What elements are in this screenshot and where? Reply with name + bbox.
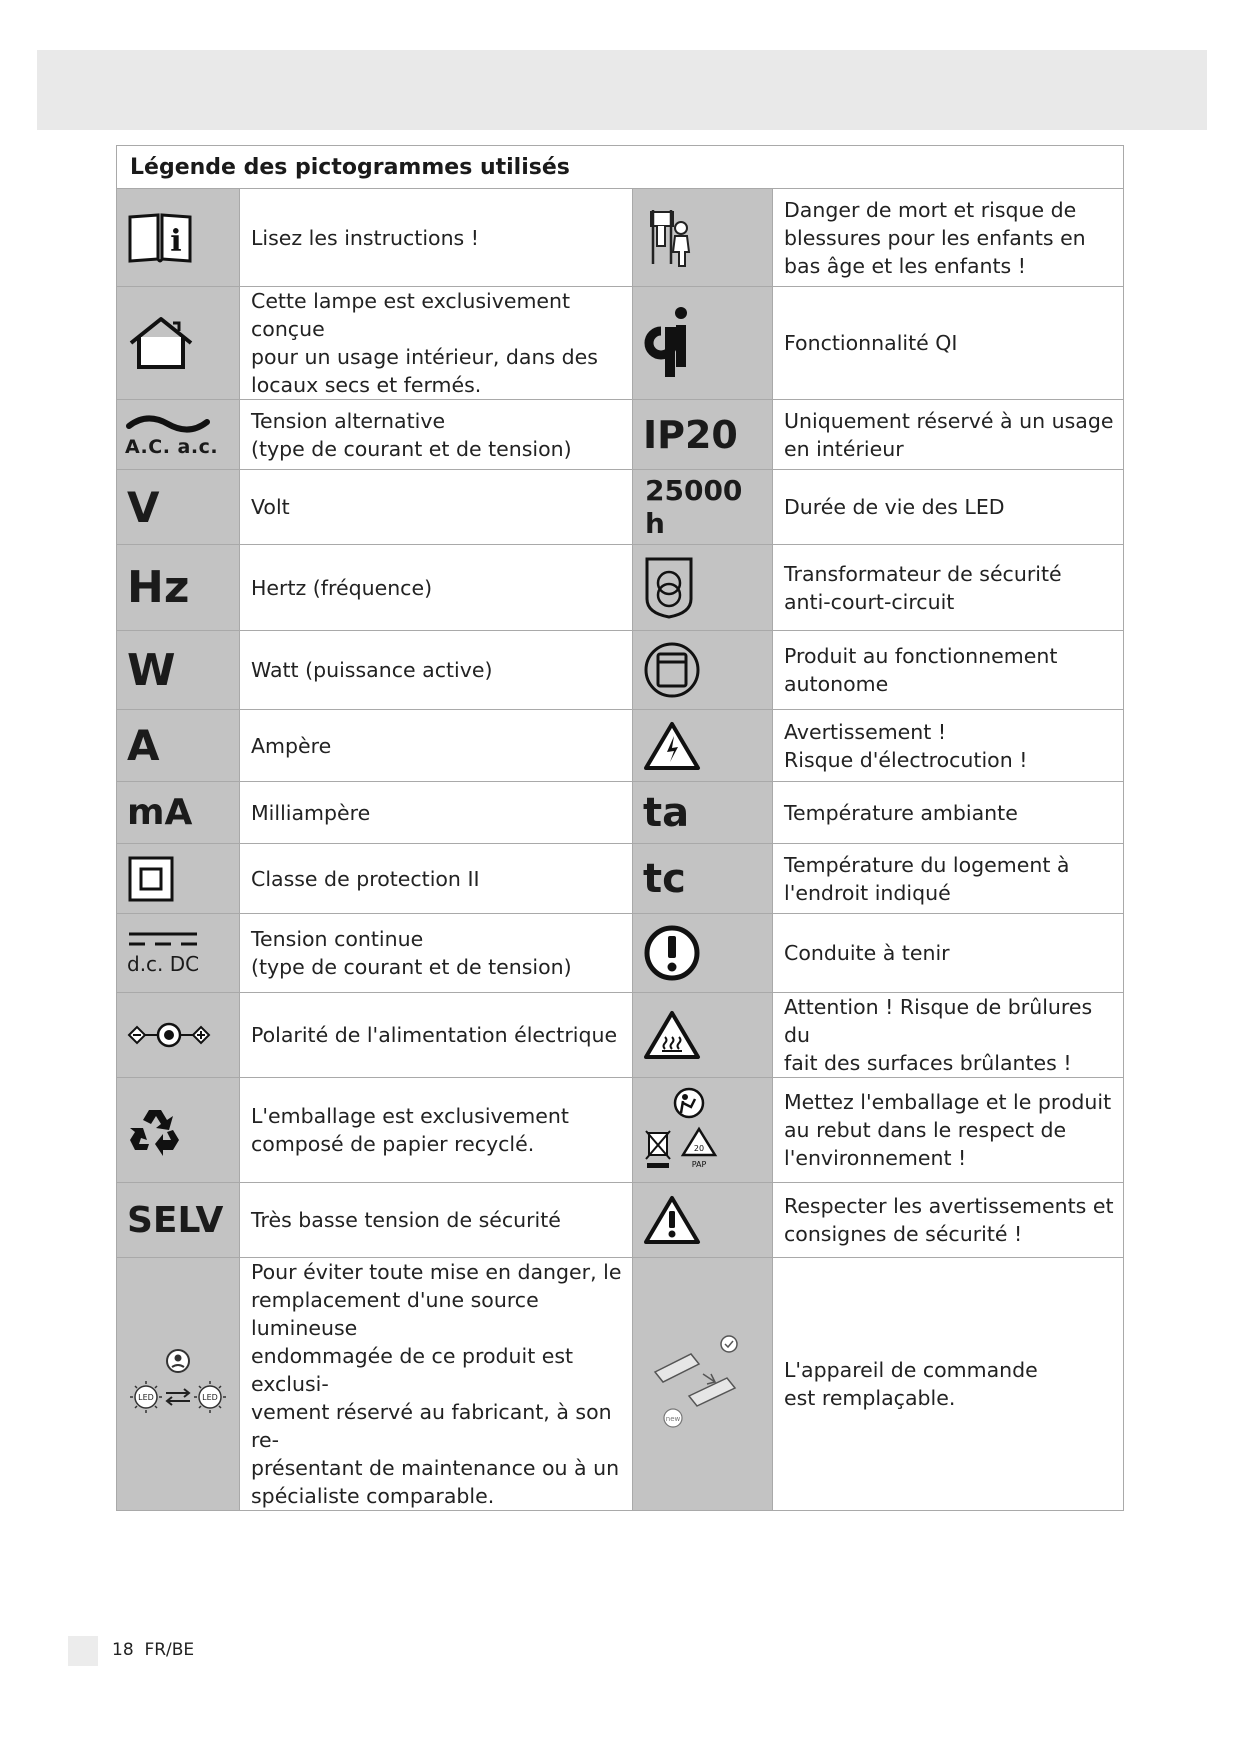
legend-text: Très basse tension de sécurité	[251, 1208, 561, 1232]
exclamation-circle-icon	[633, 924, 772, 982]
table-row	[117, 1078, 1124, 1183]
language-code: FR/BE	[144, 1640, 195, 1660]
legend-text: Température ambiante	[784, 800, 1018, 825]
ambient-temperature-label: ta	[643, 789, 690, 836]
hertz-label: Hz	[127, 562, 190, 613]
electric-shock-warning-icon	[633, 720, 772, 772]
child-danger-icon	[633, 206, 772, 270]
indoor-house-icon	[117, 315, 239, 371]
pictogram-legend-table	[116, 145, 1124, 1511]
table-row	[117, 782, 1124, 844]
svg-text:LED: LED	[138, 1393, 154, 1402]
table-row	[117, 844, 1124, 914]
svg-text:i: i	[170, 223, 182, 259]
table-row	[117, 1183, 1124, 1258]
legend-text: Avertissement ! Risque d'électrocution !	[784, 719, 1028, 772]
legend-text: Polarité de l'alimentation électrique	[251, 1023, 618, 1047]
legend-text: Mettez l'emballage et le produit au rebut dans le respect de l'environnement !	[784, 1090, 1112, 1170]
legend-text: Cette lampe est exclusivement conçue pour un usage intérieur, dans des locaux secs et fermés.	[251, 289, 598, 397]
safety-transformer-icon	[633, 555, 772, 621]
table-row	[117, 287, 1124, 400]
legend-text: Transformateur de sécurité anti-court-circuit	[784, 561, 1062, 614]
legend-text: Respecter les avertissements et consignes de sécurité !	[784, 1194, 1114, 1246]
page-number: 18	[112, 1640, 134, 1660]
table-row	[117, 631, 1124, 710]
legend-text: Uniquement réservé à un usage en intérieur	[784, 408, 1114, 461]
read-instructions-icon	[117, 211, 239, 265]
dc-current-icon: d.c. DC	[127, 952, 200, 976]
legend-text: Ampère	[251, 733, 332, 758]
protection-class-2-icon	[117, 855, 239, 903]
table-row	[117, 400, 1124, 470]
legend-text: Température du logement à l'endroit indiqué	[784, 852, 1070, 905]
legend-text: L'appareil de commande est remplaçable.	[784, 1358, 1038, 1410]
legend-text: Attention ! Risque de brûlures du fait des surfaces brûlantes !	[784, 995, 1093, 1075]
legend-text: Milliampère	[251, 800, 371, 825]
svg-text:PAP: PAP	[691, 1160, 707, 1169]
svg-text:LED: LED	[202, 1393, 218, 1402]
svg-text:20: 20	[693, 1144, 705, 1153]
legend-text: Tension alternative (type de courant et de tension)	[251, 408, 572, 461]
legend-text: Hertz (fréquence)	[251, 575, 433, 600]
recycle-icon	[117, 1104, 239, 1156]
legend-text: Conduite à tenir	[784, 941, 950, 965]
autonomous-device-icon	[633, 641, 772, 699]
legend-text: Volt	[251, 495, 290, 519]
table-row	[117, 545, 1124, 631]
legend-text: Watt (puissance active)	[251, 658, 493, 682]
table-row	[117, 1258, 1124, 1511]
hot-surface-warning-icon	[633, 1009, 772, 1061]
legend-title: Légende des pictogrammes utilisés	[117, 146, 1124, 189]
legend-text: Fonctionnalité QI	[784, 331, 958, 355]
legend-text: L'emballage est exclusivement composé de papier recyclé.	[251, 1104, 569, 1156]
legend-text: Pour éviter toute mise en danger, le remplacement d'une source lumineuse endommagée de ce produit est exclusi- vement réservé au fabricant, à son re- présentant de maintenance ou à un spécialiste comparable.	[251, 1260, 622, 1508]
housing-temperature-label: tc	[643, 855, 686, 902]
replaceable-control-gear-icon	[633, 1334, 772, 1434]
legend-text: Tension continue (type de courant et de tension)	[251, 927, 572, 979]
legend-text: Classe de protection II	[251, 866, 480, 891]
led-replacement-icon	[117, 1349, 239, 1419]
svg-text:new: new	[665, 1415, 680, 1423]
milliampere-label: mA	[127, 792, 193, 833]
legend-text: Produit au fonctionnement autonome	[784, 644, 1058, 696]
table-row	[117, 710, 1124, 782]
table-row	[117, 914, 1124, 993]
led-lifetime-label: 25000 h	[645, 474, 743, 540]
table-row	[117, 189, 1124, 287]
watt-label: W	[127, 644, 176, 696]
legend-text: Danger de mort et risque de blessures pour les enfants en bas âge et les enfants !	[784, 197, 1086, 278]
volt-label: V	[127, 482, 160, 532]
general-warning-icon	[633, 1194, 772, 1246]
selv-label: SELV	[127, 1199, 224, 1241]
disposal-symbols-icon	[633, 1085, 772, 1175]
polarity-icon	[117, 1021, 239, 1049]
ampere-label: A	[127, 721, 160, 770]
legend-text: Lisez les instructions !	[251, 225, 479, 250]
qi-logo-icon	[633, 305, 772, 381]
ac-current-icon: A.C. a.c.	[117, 412, 239, 458]
footer-marker	[68, 1636, 98, 1666]
table-row	[117, 993, 1124, 1078]
header-band	[37, 50, 1207, 130]
page-footer	[112, 1640, 194, 1660]
table-row	[117, 470, 1124, 545]
ip20-label: IP20	[643, 412, 738, 457]
legend-text: Durée de vie des LED	[784, 495, 1005, 519]
